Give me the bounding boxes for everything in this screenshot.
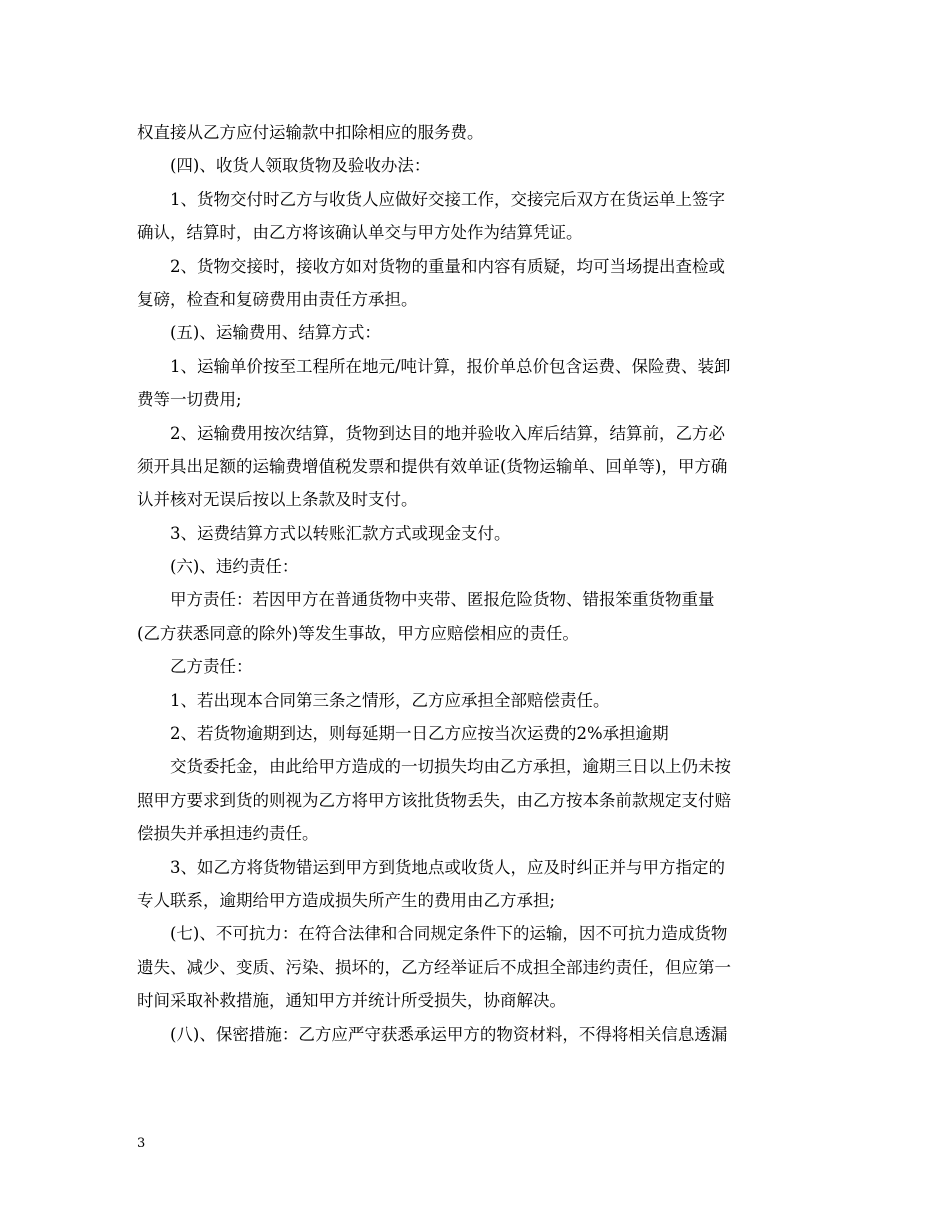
text-line: 3、运费结算方式以转账汇款方式或现金支付。	[170, 523, 511, 543]
text-line: 乙方责任：	[170, 657, 253, 677]
text-line: 费等一切费用;	[137, 390, 242, 410]
text-line: 确认，结算时，由乙方将该确认单交与甲方处作为结算凭证。	[137, 223, 583, 243]
page-number: 3	[137, 1136, 146, 1151]
text-line: 2、若货物逾期到达，则每延期一日乙方应按当次运费的2%承担逾期	[170, 724, 669, 744]
text-line: 专人联系，逾期给甲方造成损失所产生的费用由乙方承担;	[137, 890, 556, 910]
text-line: 1、货物交付时乙方与收货人应做好交接工作，交接完后双方在货运单上签字	[170, 189, 725, 209]
text-line: 时间采取补救措施，通知甲方并统计所受损失，协商解决。	[137, 991, 566, 1011]
text-line: 1、运输单价按至工程所在地元/吨计算，报价单总价包含运费、保险费、装卸	[170, 356, 731, 376]
text-line: 须开具出足额的运输费增值税发票和提供有效单证(货物运输单、回单等)，甲方确	[137, 456, 728, 476]
text-line: 照甲方要求到货的则视为乙方将甲方该批货物丢失，由乙方按本条前款规定支付赔	[137, 790, 731, 810]
text-line: 1、若出现本合同第三条之情形，乙方应承担全部赔偿责任。	[170, 690, 610, 710]
text-line: 认并核对无误后按以上条款及时支付。	[137, 490, 418, 510]
document-body	[137, 116, 817, 1051]
text-line: (五)、运输费用、结算方式：	[170, 323, 381, 343]
text-line: 复磅，检查和复磅费用由责任方承担。	[137, 289, 418, 309]
text-line: 2、货物交接时，接收方如对货物的重量和内容有质疑，均可当场提出查检或	[170, 256, 725, 276]
text-line: 交货委托金，由此给甲方造成的一切损失均由乙方承担，逾期三日以上仍未按	[170, 757, 731, 777]
text-line: 甲方责任：若因甲方在普通货物中夹带、匿报危险货物、错报笨重货物重量	[170, 590, 715, 610]
text-line: 2、运输费用按次结算，货物到达目的地并验收入库后结算，结算前，乙方必	[170, 423, 725, 443]
text-line: 权直接从乙方应付运输款中扣除相应的服务费。	[137, 123, 484, 142]
text-line: 遗失、减少、变质、污染、损坏的，乙方经举证后不成担全部违约责任，但应第一	[137, 957, 731, 977]
text-line: 3、如乙方将货物错运到甲方到货地点或收货人，应及时纠正并与甲方指定的	[170, 857, 725, 877]
text-line: (六)、违约责任：	[170, 557, 299, 577]
text-line: (四)、收货人领取货物及验收办法：	[170, 156, 431, 176]
text-line: (七)、不可抗力：在符合法律和合同规定条件下的运输，因不可抗力造成货物	[170, 924, 728, 944]
text-line: (乙方获悉同意的除外)等发生事故，甲方应赔偿相应的责任。	[137, 623, 579, 643]
text-line: (八)、保密措施：乙方应严守获悉承运甲方的物资材料，不得将相关信息透漏	[170, 1024, 728, 1044]
text-line: 偿损失并承担违约责任。	[137, 824, 319, 844]
